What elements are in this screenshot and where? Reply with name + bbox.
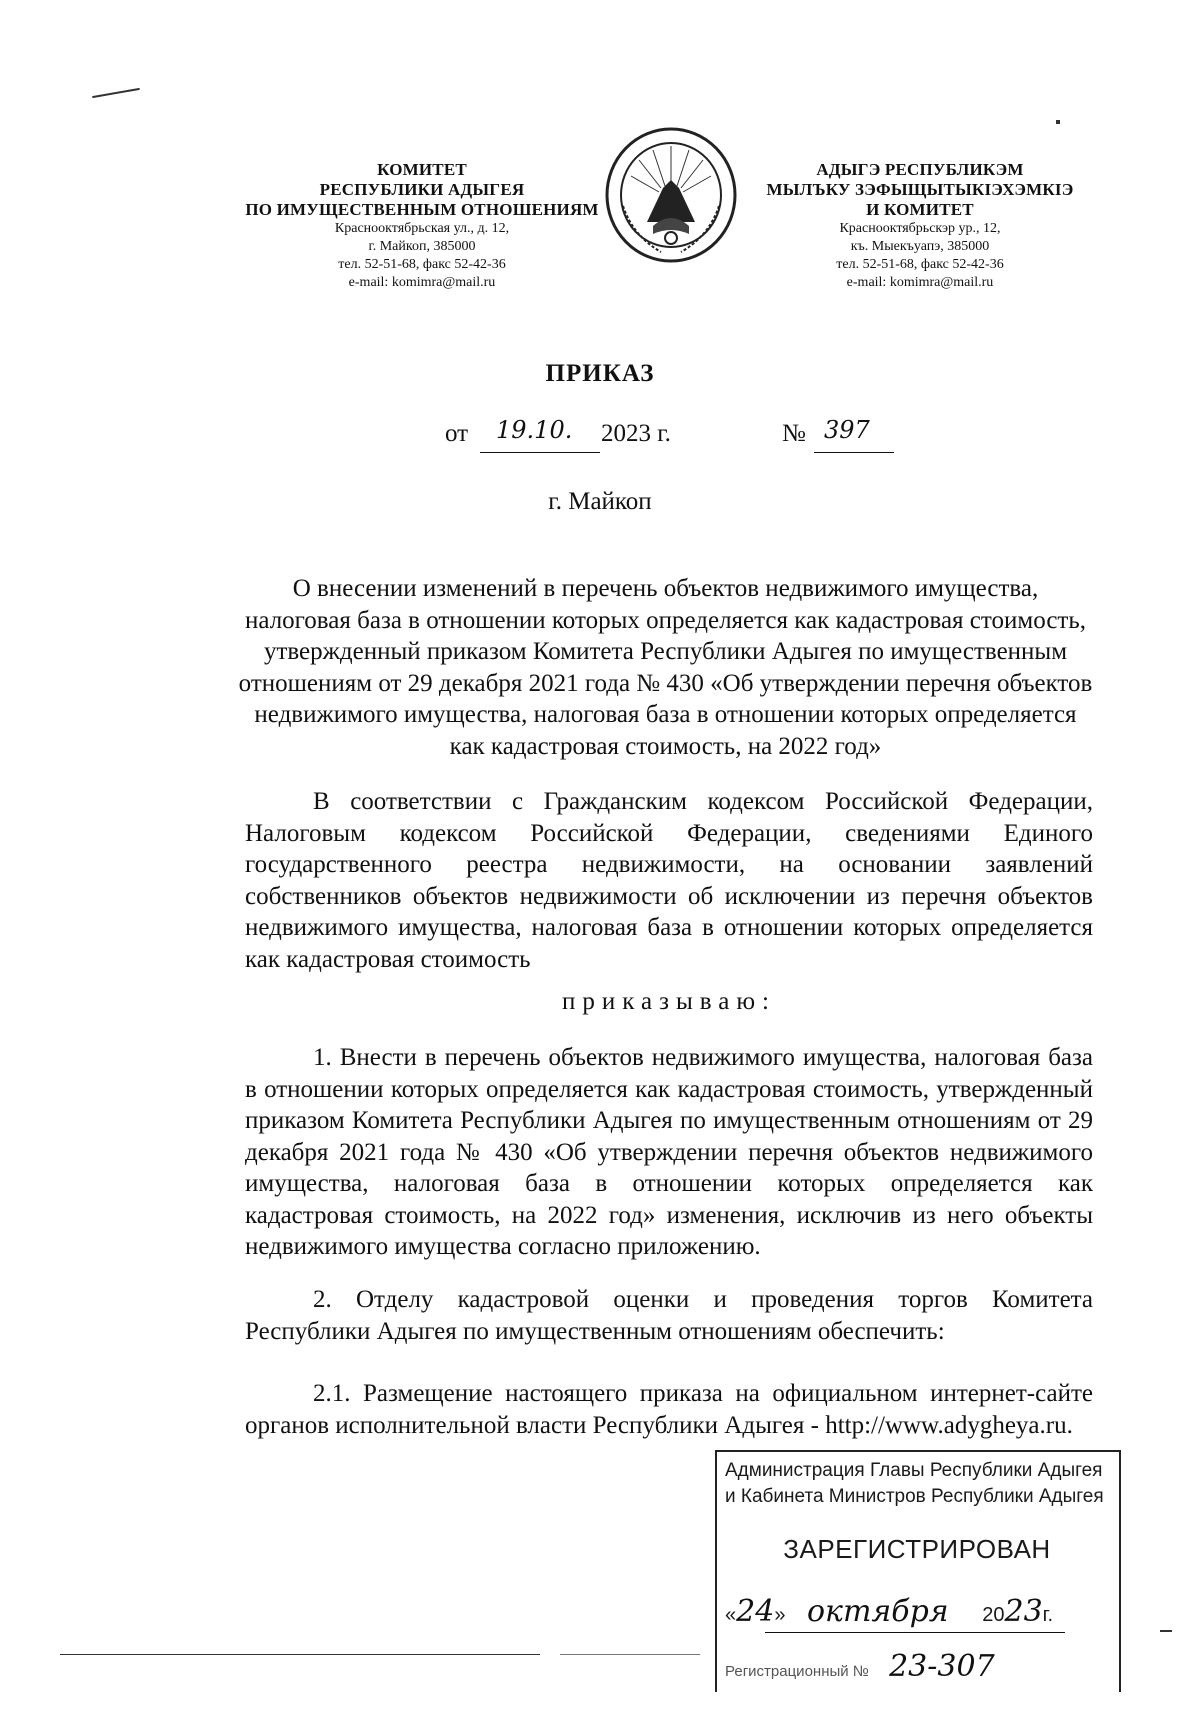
item-1-text: 1. Внести в перечень объектов недвижимого имущества, налоговая база в отношении которых определяется как кадастровая стоимость, утвержденный приказом Комитета Республики Адыгея по имущественным отношениям от 29 декабря 2021 года № 430 «Об утверждении перечня объектов недвижимого имущества, налоговая база в отношении которых определяется как кадастровая стоимость, на 2022 год» изменения, исключив из него объекты недвижимого имущества согласно приложению. bbox=[245, 1044, 1093, 1260]
orders-heading: приказываю: bbox=[562, 988, 776, 1015]
stamp-reg-number bbox=[725, 1649, 1115, 1684]
header-left-line1: КОМИТЕТ bbox=[377, 160, 467, 179]
bottom-dash-mid bbox=[560, 1654, 700, 1655]
header-left-address1: Краснооктябрьская ул., д. 12, bbox=[334, 221, 510, 236]
registration-stamp bbox=[715, 1450, 1121, 1692]
header-left-email: e-mail: komimra@mail.ru bbox=[348, 275, 496, 290]
item-2-1-text: 2.1. Размещение настоящего приказа на официальном интернет-сайте органов исполнительной власти Республики Адыгея - http://www.adygheya.ru. bbox=[245, 1380, 1093, 1439]
header-right bbox=[750, 160, 1090, 292]
header-right-email: e-mail: komimra@mail.ru bbox=[846, 275, 994, 290]
preamble-text: В соответствии с Гражданским кодексом Российской Федерации, Налоговым кодексом Российской Федерации, сведениями Единого государственного реестра недвижимости, на основании заявлений собственников объектов недвижимости об исключении из перечня объектов недвижимого имущества, налоговая база в отношении которых определяется как кадастровая стоимость bbox=[245, 788, 1093, 973]
date-underline bbox=[480, 452, 600, 453]
header-right-address2: къ. Мыекъуапэ, 385000 bbox=[850, 239, 990, 254]
header-left-line2: РЕСПУБЛИКИ АДЫГЕЯ bbox=[319, 180, 525, 199]
scan-mark bbox=[92, 88, 140, 98]
stamp-day: 24 bbox=[736, 1594, 775, 1629]
stamp-year-suffix: 23 bbox=[1004, 1594, 1043, 1629]
stamp-year-prefix: 20 bbox=[982, 1604, 1005, 1626]
number-handwritten: 397 bbox=[824, 416, 870, 444]
item-1 bbox=[245, 1042, 1093, 1263]
number-prefix: № bbox=[782, 420, 806, 447]
document-title: ПРИКАЗ bbox=[545, 360, 655, 387]
bottom-dash-left bbox=[60, 1654, 540, 1655]
date-year: 2023 г. bbox=[601, 420, 671, 447]
stamp-month: октября bbox=[807, 1594, 949, 1629]
item-2-1 bbox=[245, 1378, 1093, 1441]
item-2 bbox=[245, 1284, 1093, 1347]
date-prefix: от bbox=[445, 420, 469, 447]
header-right-line3: И КОМИТЕТ bbox=[866, 200, 974, 219]
stamp-reg-value: 23-307 bbox=[889, 1649, 995, 1684]
header-left-address2: г. Майкоп, 385000 bbox=[368, 239, 476, 254]
stamp-year-unit: г. bbox=[1042, 1604, 1054, 1626]
number-underline bbox=[814, 452, 894, 453]
scan-dot bbox=[1056, 120, 1060, 124]
bottom-dash-right bbox=[1160, 1630, 1172, 1632]
stamp-line2: и Кабинета Министров Республики Адыгея bbox=[725, 1486, 1104, 1507]
city: г. Майкоп bbox=[548, 488, 652, 515]
order-subject: О внесении изменений в перечень объектов недвижимого имущества, налоговая база в отношении которых определяется как кадастровая стоимость, утвержденный приказом Комитета Республики Адыгея по имущественным отношениям от 29 декабря 2021 года № 430 «Об утверждении перечня объектов недвижимого имущества, налоговая база в отношении которых определяется как кадастровая стоимость, на 2022 год» bbox=[238, 575, 1093, 760]
header-right-line1: АДЫГЭ РЕСПУБЛИКЭМ bbox=[816, 160, 1024, 179]
date-handwritten: 19.10. bbox=[496, 416, 573, 444]
stamp-date: «24» октября 2023г. bbox=[725, 1594, 1115, 1629]
stamp-registered: ЗАРЕГИСТРИРОВАН bbox=[783, 1534, 1051, 1564]
header-left bbox=[232, 160, 612, 292]
header-left-line3: ПО ИМУЩЕСТВЕННЫМ ОТНОШЕНИЯМ bbox=[245, 200, 599, 219]
stamp-date-underline bbox=[765, 1632, 1065, 1633]
header-right-phone: тел. 52-51-68, факс 52-42-36 bbox=[836, 257, 1004, 272]
item-2-text: 2. Отделу кадастровой оценки и проведения торгов Комитета Республики Адыгея по имущественным отношениям обеспечить: bbox=[245, 1286, 1093, 1345]
stamp-line1: Администрация Главы Республики Адыгея bbox=[725, 1460, 1103, 1481]
preamble bbox=[245, 786, 1093, 975]
header-right-address1: Краснооктябрьскэр ур., 12, bbox=[839, 221, 1001, 236]
stamp-reg-label: Регистрационный № bbox=[725, 1663, 869, 1680]
header-left-phone: тел. 52-51-68, факс 52-42-36 bbox=[338, 257, 506, 272]
header-right-line2: МЫЛЪКУ ЗЭФЫЩЫТЫКIЭХЭМКIЭ bbox=[766, 180, 1074, 199]
coat-of-arms-icon bbox=[603, 126, 739, 264]
